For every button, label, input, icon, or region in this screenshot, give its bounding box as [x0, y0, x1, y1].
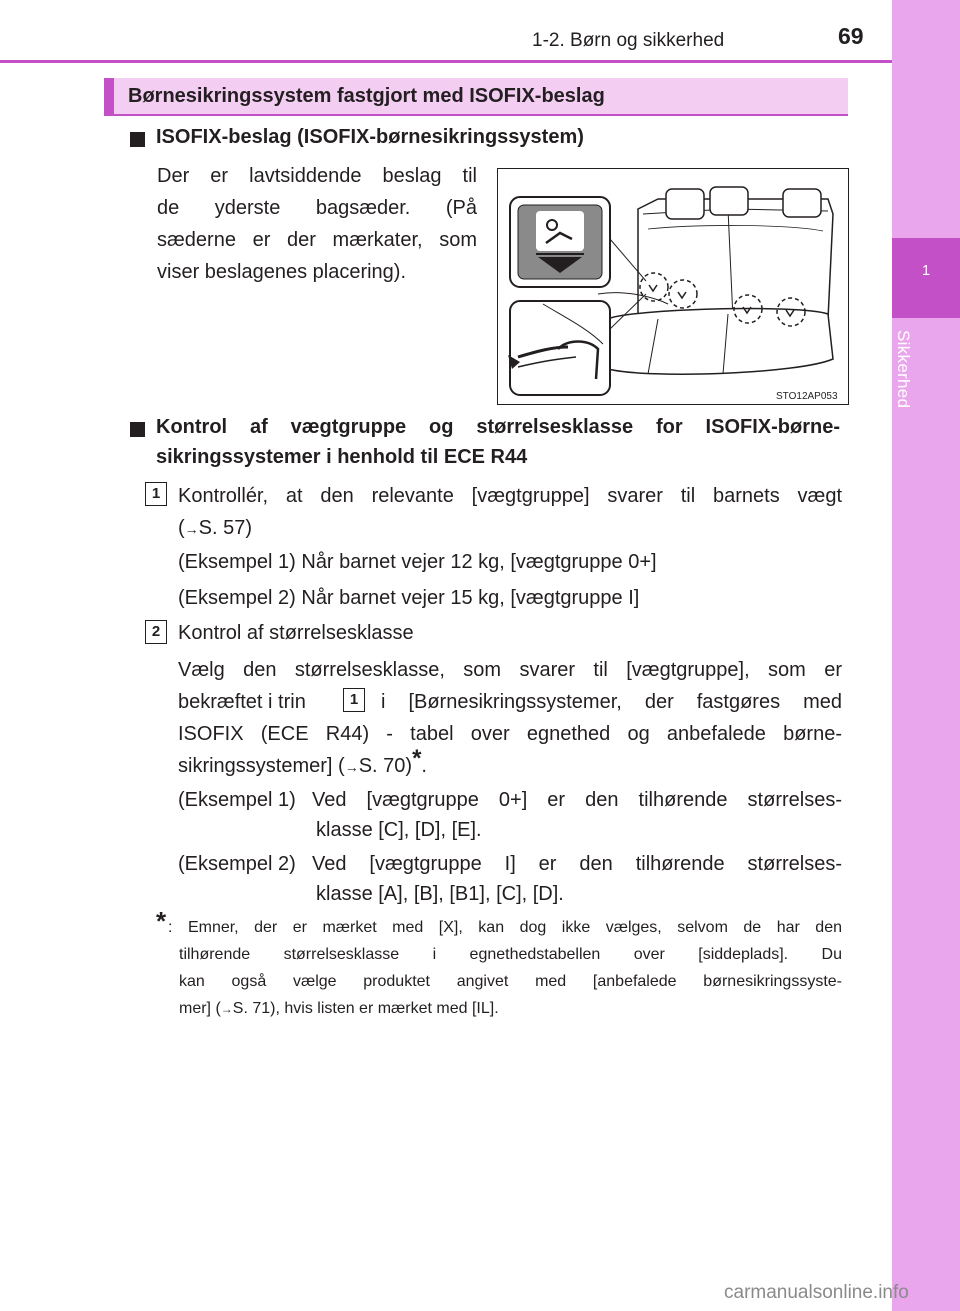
- step-ref-box: 1: [343, 688, 365, 712]
- arrow-right-icon: →: [220, 1002, 233, 1016]
- section-title-box: [104, 78, 848, 114]
- step2-title: Kontrol af størrelsesklasse: [178, 622, 414, 644]
- footnote-star: *: [156, 906, 167, 936]
- arrow-right-icon: →: [344, 759, 359, 775]
- step2-example-1-line-1: Ved [vægtgruppe 0+] er den tilhørende størrelses-: [312, 789, 842, 811]
- header-rule: [0, 60, 892, 63]
- bullet-square-icon: [130, 132, 145, 147]
- step2-line-3: ISOFIX (ECE R44) - tabel over egnethed og anbefalede børne-: [178, 723, 842, 745]
- figure-code: STO12AP053: [776, 391, 838, 402]
- bullet-square-icon: [130, 422, 145, 437]
- footnote-line-2: tilhørende størrelsesklasse i egnethedstabellen over [siddeplads]. Du: [179, 946, 842, 963]
- side-bar: [892, 0, 960, 1311]
- section-title: Børnesikringssystem fastgjort med ISOFIX-beslag: [128, 85, 605, 107]
- step2-example-1-label: (Eksempel 1): [178, 789, 296, 811]
- step-number-2: 2: [145, 620, 167, 644]
- chapter-number: 1: [921, 262, 931, 279]
- step1-example-2: (Eksempel 2) Når barnet vejer 15 kg, [vægtgruppe I]: [178, 587, 640, 609]
- page-number: 69: [838, 23, 864, 49]
- step1-line-1: Kontrollér, at den relevante [vægtgruppe] svarer til barnets vægt: [178, 485, 842, 507]
- isofix-text-line-2: de yderste bagsæder. (På: [157, 197, 477, 219]
- isofix-seat-illustration: [497, 168, 849, 405]
- isofix-text-line-1: Der er lavtsiddende beslag til: [157, 165, 477, 187]
- arrow-right-icon: →: [184, 521, 199, 537]
- step2-example-2-label: (Eksempel 2): [178, 853, 296, 875]
- step1-example-1: (Eksempel 1) Når barnet vejer 12 kg, [vægtgruppe 0+]: [178, 551, 657, 573]
- step2-line-2b: i [Børnesikringssystemer, der fastgøres med: [381, 691, 842, 713]
- kontrol-heading-line-1: Kontrol af vægtgruppe og størrelsesklasse for ISOFIX-børne-: [156, 416, 840, 438]
- isofix-text-line-3: sæderne er der mærkater, som: [157, 229, 477, 251]
- footnote-line-4: mer] (→S. 71), hvis listen er mærket med [IL].: [179, 1000, 499, 1017]
- step2-example-1-line-2: klasse [C], [D], [E].: [316, 819, 482, 841]
- step2-example-2-line-2: klasse [A], [B], [B1], [C], [D].: [316, 883, 564, 905]
- section-title-rule: [104, 114, 848, 116]
- isofix-heading: ISOFIX-beslag (ISOFIX-børnesikringssystem): [156, 126, 584, 148]
- step1-line-2: (→S. 57): [178, 517, 253, 539]
- header-section-title: 1-2. Børn og sikkerhed: [532, 30, 725, 51]
- watermark: carmanualsonline.info: [724, 1282, 909, 1303]
- step2-line-1: Vælg den størrelsesklasse, som svarer til [vægtgruppe], som er: [178, 659, 842, 681]
- kontrol-heading-line-2: sikringssystemer i henhold til ECE R44: [156, 446, 528, 468]
- footnote-line-3: kan også vælge produktet angivet med [anbefalede børnesikringssyste-: [179, 973, 842, 990]
- footnote-line-1: : Emner, der er mærket med [X], kan dog ikke vælges, selvom de har den: [168, 919, 842, 936]
- step2-line-2a: bekræftet i trin: [178, 691, 306, 713]
- step2-line-4: sikringssystemer] (→S. 70)*.: [178, 745, 427, 777]
- step-number-1: 1: [145, 482, 167, 506]
- rear-seat-drawing: [498, 169, 848, 404]
- chapter-label: Sikkerhed: [894, 330, 913, 409]
- isofix-text-line-4: viser beslagenes placering).: [157, 261, 407, 283]
- step2-example-2-line-1: Ved [vægtgruppe I] er den tilhørende størrelses-: [312, 853, 842, 875]
